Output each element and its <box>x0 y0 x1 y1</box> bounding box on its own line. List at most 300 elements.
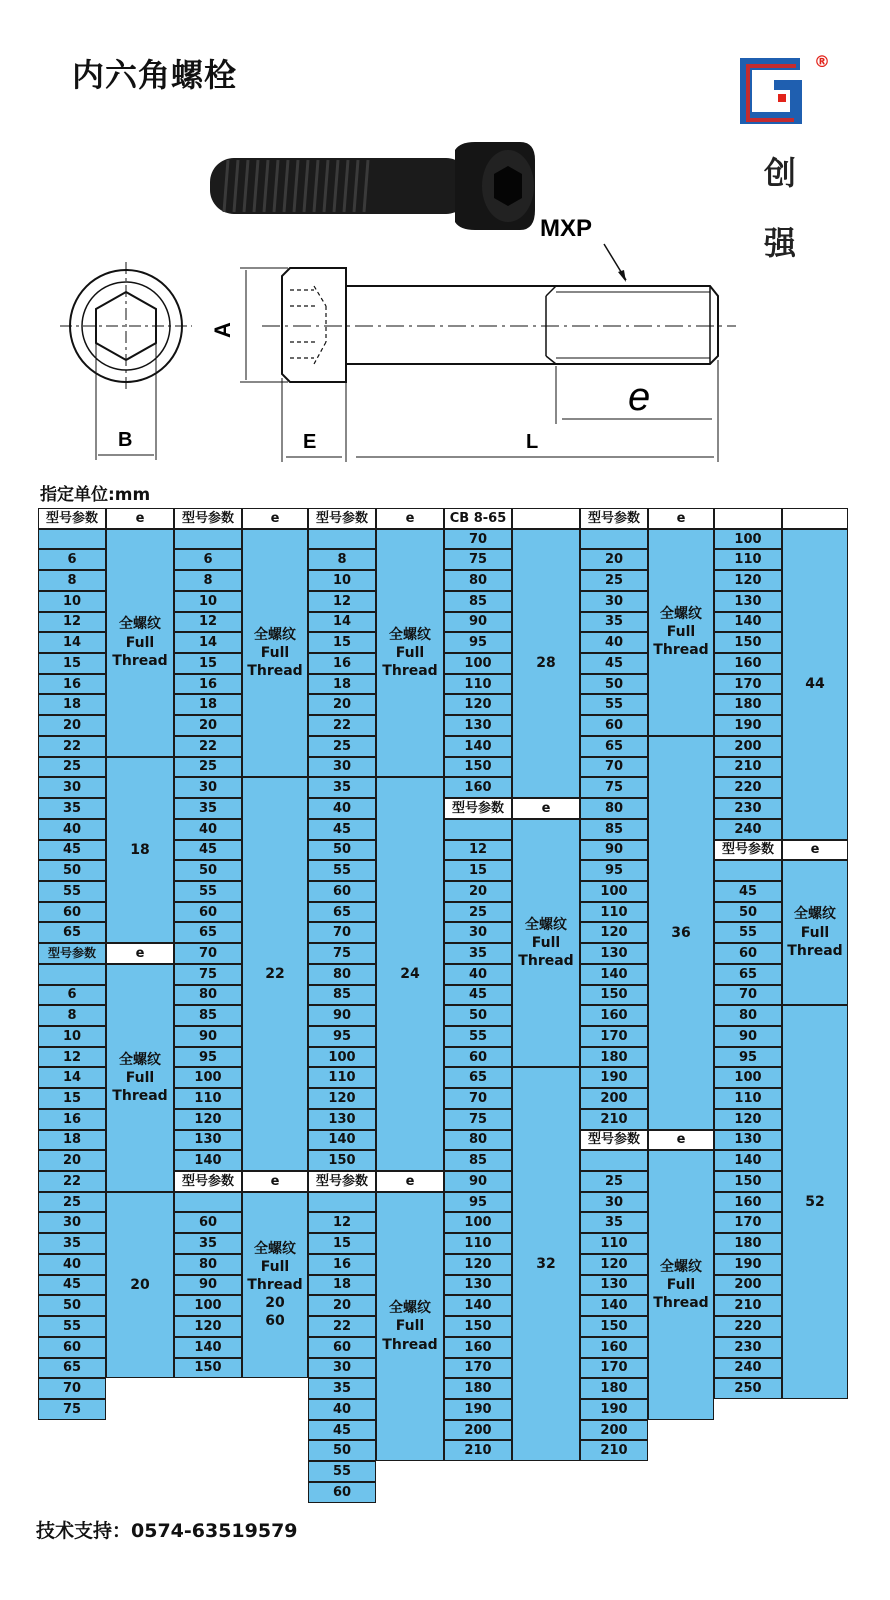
size-cell: 12 <box>308 1212 376 1233</box>
size-cell: 100 <box>444 1212 512 1233</box>
sub-header: e <box>106 943 174 964</box>
size-cell: 35 <box>444 943 512 964</box>
blank-cell <box>580 529 648 550</box>
unit-label: 指定单位:mm <box>40 485 151 505</box>
full-thread-cell-line: 全螺纹 <box>525 916 567 933</box>
size-cell: 180 <box>714 1233 782 1254</box>
size-cell: 40 <box>308 1399 376 1420</box>
size-cell: 170 <box>714 1212 782 1233</box>
size-cell: 22 <box>308 1316 376 1337</box>
size-cell: 220 <box>714 1316 782 1337</box>
full-thread-cell <box>376 529 444 778</box>
size-cell: 35 <box>38 798 106 819</box>
sub-header: e <box>782 840 848 861</box>
size-cell: 12 <box>308 591 376 612</box>
full-thread-cell <box>106 964 174 1192</box>
size-cell: 60 <box>308 1337 376 1358</box>
size-cell: 70 <box>444 1088 512 1109</box>
size-cell: 35 <box>174 798 242 819</box>
size-cell: 150 <box>174 1358 242 1379</box>
size-cell: 80 <box>444 570 512 591</box>
full-thread-cell <box>376 1192 444 1461</box>
size-cell: 14 <box>38 1067 106 1088</box>
size-cell: 18 <box>174 694 242 715</box>
column-header: 型号参数 <box>174 508 242 529</box>
full-thread-cell-line: Full <box>125 1069 155 1086</box>
size-cell: 200 <box>580 1420 648 1441</box>
size-cell: 140 <box>174 1150 242 1171</box>
size-cell: 15 <box>38 1088 106 1109</box>
column-header: e <box>376 508 444 529</box>
full-thread-cell <box>512 819 580 1068</box>
tech-support: 技术支持：0574-63519579 <box>36 1520 298 1542</box>
size-cell: 6 <box>174 549 242 570</box>
e-value-cell-line: 32 <box>536 1256 556 1273</box>
size-cell: 140 <box>444 1295 512 1316</box>
full-thread-cell <box>648 1150 714 1419</box>
size-cell: 30 <box>580 591 648 612</box>
size-cell: 150 <box>444 1316 512 1337</box>
size-cell: 30 <box>174 777 242 798</box>
column-header: CB 8-65 <box>444 508 512 529</box>
e-value-cell-line: 44 <box>805 676 825 693</box>
size-cell: 200 <box>714 736 782 757</box>
size-cell: 45 <box>714 881 782 902</box>
size-cell: 190 <box>714 1254 782 1275</box>
size-cell: 65 <box>444 1067 512 1088</box>
size-cell: 120 <box>714 570 782 591</box>
size-cell: 80 <box>308 964 376 985</box>
sub-header: 型号参数 <box>714 840 782 861</box>
size-cell: 40 <box>38 819 106 840</box>
size-cell: 220 <box>714 777 782 798</box>
full-thread-cell-line: 全螺纹 <box>254 1240 296 1257</box>
size-cell: 110 <box>174 1088 242 1109</box>
size-cell: 40 <box>308 798 376 819</box>
size-cell: 60 <box>444 1047 512 1068</box>
size-cell: 15 <box>308 632 376 653</box>
label-l: L <box>526 431 539 453</box>
size-cell: 170 <box>580 1026 648 1047</box>
sub-header: e <box>376 1171 444 1192</box>
size-cell: 130 <box>714 1130 782 1151</box>
size-cell: 50 <box>714 902 782 923</box>
size-cell: 85 <box>444 591 512 612</box>
full-thread-cell-line: Thread <box>247 1276 303 1293</box>
size-cell: 75 <box>38 1399 106 1420</box>
size-cell: 75 <box>174 964 242 985</box>
size-cell: 25 <box>38 757 106 778</box>
size-cell: 180 <box>580 1047 648 1068</box>
size-cell: 160 <box>714 653 782 674</box>
size-cell: 170 <box>580 1358 648 1379</box>
full-thread-cell-line: Full <box>666 624 696 641</box>
size-cell: 80 <box>174 985 242 1006</box>
size-cell: 170 <box>714 674 782 695</box>
size-cell: 20 <box>444 881 512 902</box>
size-cell: 190 <box>714 715 782 736</box>
size-cell: 70 <box>714 985 782 1006</box>
size-cell: 130 <box>444 1275 512 1296</box>
size-cell: 110 <box>580 1233 648 1254</box>
size-cell: 45 <box>38 840 106 861</box>
brand-char-1: 创 <box>764 154 797 192</box>
size-cell: 95 <box>714 1047 782 1068</box>
size-cell: 120 <box>308 1088 376 1109</box>
size-cell: 70 <box>308 922 376 943</box>
size-cell: 100 <box>444 653 512 674</box>
size-cell: 35 <box>580 1212 648 1233</box>
column-header: 型号参数 <box>38 508 106 529</box>
size-cell: 18 <box>308 674 376 695</box>
full-thread-cell-line: 全螺纹 <box>389 626 431 643</box>
size-cell: 80 <box>714 1005 782 1026</box>
size-cell: 65 <box>38 1358 106 1379</box>
size-cell: 190 <box>580 1067 648 1088</box>
sub-header: e <box>512 798 580 819</box>
full-thread-cell-line: Thread <box>382 663 438 680</box>
e-value-cell <box>376 777 444 1171</box>
size-cell: 150 <box>580 985 648 1006</box>
size-cell: 14 <box>38 632 106 653</box>
size-cell: 16 <box>308 653 376 674</box>
size-cell: 25 <box>580 1171 648 1192</box>
size-cell: 50 <box>580 674 648 695</box>
full-thread-cell-line: Thread <box>112 652 168 669</box>
label-e-upper: E <box>303 431 317 453</box>
blank-cell <box>174 1192 242 1213</box>
blank-cell <box>38 964 106 985</box>
size-cell: 30 <box>444 922 512 943</box>
size-cell: 35 <box>308 1378 376 1399</box>
size-cell: 45 <box>308 819 376 840</box>
size-cell: 150 <box>444 757 512 778</box>
size-cell: 120 <box>174 1109 242 1130</box>
full-thread-cell-line: Thread <box>112 1087 168 1104</box>
e-value-cell-line: 22 <box>265 966 285 983</box>
size-cell: 150 <box>714 1171 782 1192</box>
size-cell: 20 <box>580 549 648 570</box>
size-cell: 35 <box>38 1233 106 1254</box>
column-header: e <box>242 508 308 529</box>
size-cell: 30 <box>38 1212 106 1233</box>
size-cell: 22 <box>308 715 376 736</box>
size-cell: 10 <box>38 1026 106 1047</box>
size-cell: 10 <box>174 591 242 612</box>
size-cell: 120 <box>174 1316 242 1337</box>
size-cell: 95 <box>308 1026 376 1047</box>
size-cell: 55 <box>38 881 106 902</box>
size-cell: 80 <box>580 798 648 819</box>
size-cell: 22 <box>174 736 242 757</box>
size-cell: 8 <box>174 570 242 591</box>
full-thread-cell-line: Full <box>260 1258 290 1275</box>
size-cell: 140 <box>174 1337 242 1358</box>
size-cell: 14 <box>308 612 376 633</box>
size-cell: 6 <box>38 549 106 570</box>
size-cell: 230 <box>714 798 782 819</box>
size-cell: 100 <box>308 1047 376 1068</box>
size-cell: 40 <box>444 964 512 985</box>
size-cell: 90 <box>714 1026 782 1047</box>
full-thread-cell-line: 60 <box>265 1313 285 1330</box>
size-cell: 230 <box>714 1337 782 1358</box>
size-cell: 85 <box>580 819 648 840</box>
size-cell: 65 <box>38 922 106 943</box>
size-cell: 18 <box>38 694 106 715</box>
sub-header: 型号参数 <box>308 1171 376 1192</box>
bolt-photo <box>210 142 535 230</box>
full-thread-cell-line: 全螺纹 <box>660 606 702 623</box>
size-cell: 8 <box>38 1005 106 1026</box>
size-cell: 50 <box>174 860 242 881</box>
size-cell: 35 <box>308 777 376 798</box>
size-cell: 210 <box>580 1109 648 1130</box>
full-thread-cell-line: 20 <box>265 1295 285 1312</box>
size-cell: 14 <box>174 632 242 653</box>
size-cell: 25 <box>580 570 648 591</box>
size-cell: 130 <box>580 943 648 964</box>
size-cell: 90 <box>444 1171 512 1192</box>
e-value-cell <box>242 777 308 1171</box>
full-thread-cell-line: 全螺纹 <box>660 1258 702 1275</box>
size-cell: 50 <box>308 1440 376 1461</box>
size-cell: 70 <box>444 529 512 550</box>
size-cell: 90 <box>174 1026 242 1047</box>
e-value-cell <box>782 529 848 840</box>
size-cell: 50 <box>308 840 376 861</box>
size-cell: 210 <box>444 1440 512 1461</box>
full-thread-cell-line: Thread <box>787 942 843 959</box>
column-header <box>714 508 782 529</box>
full-thread-cell-line: Full <box>666 1276 696 1293</box>
size-cell: 65 <box>308 902 376 923</box>
size-cell: 65 <box>580 736 648 757</box>
blank-cell <box>308 529 376 550</box>
size-cell: 12 <box>38 1047 106 1068</box>
full-thread-cell-line: Thread <box>653 642 709 659</box>
full-thread-cell-line: Full <box>395 644 425 661</box>
size-cell: 120 <box>580 1254 648 1275</box>
size-cell: 55 <box>174 881 242 902</box>
size-cell: 10 <box>308 570 376 591</box>
size-cell: 100 <box>174 1067 242 1088</box>
size-cell: 95 <box>580 860 648 881</box>
size-cell: 130 <box>174 1130 242 1151</box>
size-cell: 140 <box>308 1130 376 1151</box>
e-value-cell-line: 18 <box>130 841 150 858</box>
size-cell: 65 <box>714 964 782 985</box>
size-cell: 50 <box>444 1005 512 1026</box>
size-cell: 85 <box>444 1150 512 1171</box>
size-cell: 20 <box>308 1295 376 1316</box>
size-cell: 110 <box>714 549 782 570</box>
full-thread-cell-line: 全螺纹 <box>794 906 836 923</box>
size-cell: 140 <box>580 1295 648 1316</box>
size-cell: 20 <box>38 1150 106 1171</box>
sub-header: e <box>242 1171 308 1192</box>
size-cell: 140 <box>444 736 512 757</box>
full-thread-cell <box>242 529 308 778</box>
label-a: A <box>210 322 235 338</box>
full-thread-cell-line: Full <box>800 924 830 941</box>
size-cell: 45 <box>38 1275 106 1296</box>
sub-header: 型号参数 <box>174 1171 242 1192</box>
size-cell: 25 <box>308 736 376 757</box>
e-value-cell-line: 20 <box>130 1276 150 1293</box>
full-thread-cell-line: Thread <box>247 663 303 680</box>
size-cell: 60 <box>714 943 782 964</box>
size-cell: 80 <box>174 1254 242 1275</box>
brand-char-2: 强 <box>764 224 797 262</box>
full-thread-cell-line: 全螺纹 <box>254 626 296 643</box>
page-title: 内六角螺栓 <box>72 56 238 94</box>
column-header: e <box>648 508 714 529</box>
size-cell: 140 <box>580 964 648 985</box>
size-cell: 150 <box>308 1150 376 1171</box>
label-b: B <box>118 429 133 451</box>
size-cell: 95 <box>174 1047 242 1068</box>
e-value-cell-line: 36 <box>671 924 691 941</box>
size-cell: 25 <box>444 902 512 923</box>
size-cell: 250 <box>714 1378 782 1399</box>
size-cell: 95 <box>444 632 512 653</box>
size-cell: 180 <box>714 694 782 715</box>
size-cell: 100 <box>580 881 648 902</box>
size-cell: 90 <box>174 1275 242 1296</box>
size-cell: 65 <box>174 922 242 943</box>
size-cell: 16 <box>174 674 242 695</box>
size-cell: 12 <box>444 840 512 861</box>
size-cell: 130 <box>308 1109 376 1130</box>
size-cell: 30 <box>308 757 376 778</box>
size-cell: 75 <box>580 777 648 798</box>
size-cell: 160 <box>444 1337 512 1358</box>
registered-mark: ® <box>814 52 830 71</box>
blank-cell <box>174 529 242 550</box>
size-cell: 180 <box>444 1378 512 1399</box>
size-cell: 8 <box>38 570 106 591</box>
full-thread-cell <box>242 1192 308 1378</box>
size-cell: 110 <box>308 1067 376 1088</box>
size-cell: 8 <box>308 549 376 570</box>
size-cell: 60 <box>174 1212 242 1233</box>
size-cell: 160 <box>444 777 512 798</box>
full-thread-cell-line: Thread <box>382 1336 438 1353</box>
size-cell: 60 <box>174 902 242 923</box>
size-cell: 80 <box>444 1130 512 1151</box>
size-cell: 20 <box>174 715 242 736</box>
e-value-cell <box>106 1192 174 1378</box>
size-cell: 30 <box>38 777 106 798</box>
size-cell: 240 <box>714 1358 782 1379</box>
size-cell: 12 <box>174 612 242 633</box>
size-cell: 45 <box>174 840 242 861</box>
blank-cell <box>714 860 782 881</box>
size-cell: 16 <box>38 674 106 695</box>
size-cell: 18 <box>38 1130 106 1151</box>
sub-header: e <box>648 1130 714 1151</box>
e-value-cell-line: 52 <box>805 1194 825 1210</box>
size-cell: 15 <box>308 1233 376 1254</box>
size-cell: 40 <box>174 819 242 840</box>
size-cell: 200 <box>714 1275 782 1296</box>
size-cell: 30 <box>308 1358 376 1379</box>
sub-header: 型号参数 <box>580 1130 648 1151</box>
size-cell: 22 <box>38 1171 106 1192</box>
size-cell: 200 <box>580 1088 648 1109</box>
size-cell: 30 <box>580 1192 648 1213</box>
size-cell: 70 <box>174 943 242 964</box>
full-thread-cell <box>782 860 848 1005</box>
size-cell: 20 <box>308 694 376 715</box>
size-cell: 200 <box>444 1420 512 1441</box>
size-cell: 170 <box>444 1358 512 1379</box>
size-cell: 60 <box>308 1482 376 1503</box>
e-value-cell-line: 24 <box>400 966 420 983</box>
full-thread-cell-line: Full <box>531 935 561 952</box>
size-cell: 70 <box>38 1378 106 1399</box>
size-cell: 55 <box>714 922 782 943</box>
e-value-cell <box>106 757 174 943</box>
size-cell: 120 <box>714 1109 782 1130</box>
size-cell: 50 <box>38 1295 106 1316</box>
size-cell: 35 <box>580 612 648 633</box>
size-cell: 190 <box>444 1399 512 1420</box>
size-cell: 6 <box>38 985 106 1006</box>
size-cell: 22 <box>38 736 106 757</box>
size-cell: 25 <box>38 1192 106 1213</box>
column-header: e <box>106 508 174 529</box>
size-cell: 140 <box>714 1150 782 1171</box>
size-cell: 16 <box>38 1109 106 1130</box>
size-cell: 35 <box>174 1233 242 1254</box>
size-cell: 12 <box>38 612 106 633</box>
size-cell: 130 <box>714 591 782 612</box>
size-cell: 15 <box>174 653 242 674</box>
full-thread-cell <box>648 529 714 736</box>
size-cell: 240 <box>714 819 782 840</box>
size-cell: 120 <box>444 1254 512 1275</box>
full-thread-cell-line: Thread <box>518 953 574 970</box>
size-cell: 45 <box>444 985 512 1006</box>
e-value-cell <box>782 1005 848 1399</box>
size-cell: 110 <box>444 674 512 695</box>
size-cell: 10 <box>38 591 106 612</box>
size-cell: 110 <box>714 1088 782 1109</box>
size-cell: 25 <box>174 757 242 778</box>
column-header <box>782 508 848 529</box>
size-cell: 15 <box>444 860 512 881</box>
size-cell: 140 <box>714 612 782 633</box>
size-cell: 18 <box>308 1275 376 1296</box>
size-cell: 95 <box>444 1192 512 1213</box>
size-cell: 110 <box>580 902 648 923</box>
size-cell: 40 <box>38 1254 106 1275</box>
full-thread-cell-line: Full <box>260 644 290 661</box>
size-cell: 85 <box>308 985 376 1006</box>
size-cell: 60 <box>580 715 648 736</box>
size-cell: 150 <box>714 632 782 653</box>
size-cell: 60 <box>38 902 106 923</box>
blank-cell <box>38 529 106 550</box>
full-thread-cell-line: 全螺纹 <box>119 616 161 633</box>
size-cell: 50 <box>38 860 106 881</box>
blank-cell <box>308 1192 376 1213</box>
size-cell: 40 <box>580 632 648 653</box>
size-cell: 60 <box>38 1337 106 1358</box>
size-cell: 130 <box>444 715 512 736</box>
